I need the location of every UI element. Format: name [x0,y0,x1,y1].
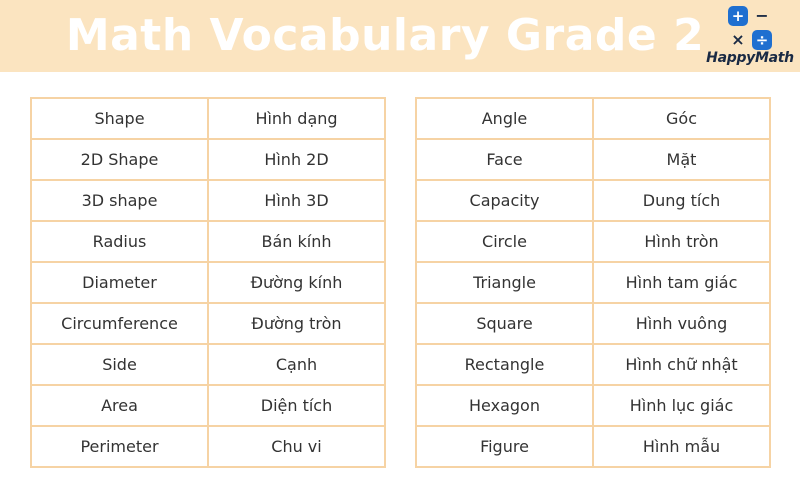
english-term-cell: Side [31,344,208,385]
vietnamese-term-cell: Hình 2D [208,139,385,180]
english-term-cell: Perimeter [31,426,208,467]
vietnamese-term-cell: Hình chữ nhật [593,344,770,385]
english-term-cell: Diameter [31,262,208,303]
vietnamese-term-cell: Dung tích [593,180,770,221]
table-row [31,385,385,426]
english-term-cell: Capacity [416,180,593,221]
multiply-icon: × [731,30,745,49]
table-row [31,139,385,180]
vietnamese-term-cell: Bán kính [208,221,385,262]
table-row [416,262,770,303]
vietnamese-term-cell: Hình tam giác [593,262,770,303]
table-row [31,180,385,221]
english-term-cell: Circumference [31,303,208,344]
english-term-cell: Hexagon [416,385,593,426]
english-term-cell: Shape [31,98,208,139]
table-row [31,303,385,344]
vietnamese-term-cell: Hình tròn [593,221,770,262]
vietnamese-term-cell: Đường tròn [208,303,385,344]
logo-text: HappyMath [706,50,794,66]
english-term-cell: 3D shape [31,180,208,221]
table-row [416,180,770,221]
table-row [31,221,385,262]
table-row [31,98,385,139]
vocab-table-left [30,97,386,468]
calculator-icon [728,6,772,50]
table-row [416,303,770,344]
vietnamese-term-cell: Góc [593,98,770,139]
vietnamese-term-cell: Hình 3D [208,180,385,221]
vietnamese-term-cell: Hình mẫu [593,426,770,467]
vietnamese-term-cell: Chu vi [208,426,385,467]
english-term-cell: Rectangle [416,344,593,385]
table-row [416,221,770,262]
english-term-cell: Radius [31,221,208,262]
english-term-cell: Square [416,303,593,344]
english-term-cell: Face [416,139,593,180]
happymath-logo [704,4,796,68]
header-banner [0,0,800,72]
vocab-table-right [415,97,771,468]
divide-icon: ÷ [752,30,772,50]
english-term-cell: Triangle [416,262,593,303]
table-row [31,344,385,385]
english-term-cell: Angle [416,98,593,139]
table-row [31,426,385,467]
table-row [416,385,770,426]
page-title: Math Vocabulary Grade 2 [65,10,705,61]
minus-icon: − [755,6,769,25]
table-row [416,344,770,385]
table-row [31,262,385,303]
plus-icon: + [728,6,748,26]
table-row [416,426,770,467]
table-row [416,98,770,139]
vietnamese-term-cell: Hình vuông [593,303,770,344]
vietnamese-term-cell: Hình lục giác [593,385,770,426]
english-term-cell: 2D Shape [31,139,208,180]
vietnamese-term-cell: Cạnh [208,344,385,385]
vietnamese-term-cell: Hình dạng [208,98,385,139]
english-term-cell: Circle [416,221,593,262]
vietnamese-term-cell: Đường kính [208,262,385,303]
english-term-cell: Area [31,385,208,426]
table-row [416,139,770,180]
vietnamese-term-cell: Mặt [593,139,770,180]
english-term-cell: Figure [416,426,593,467]
vietnamese-term-cell: Diện tích [208,385,385,426]
